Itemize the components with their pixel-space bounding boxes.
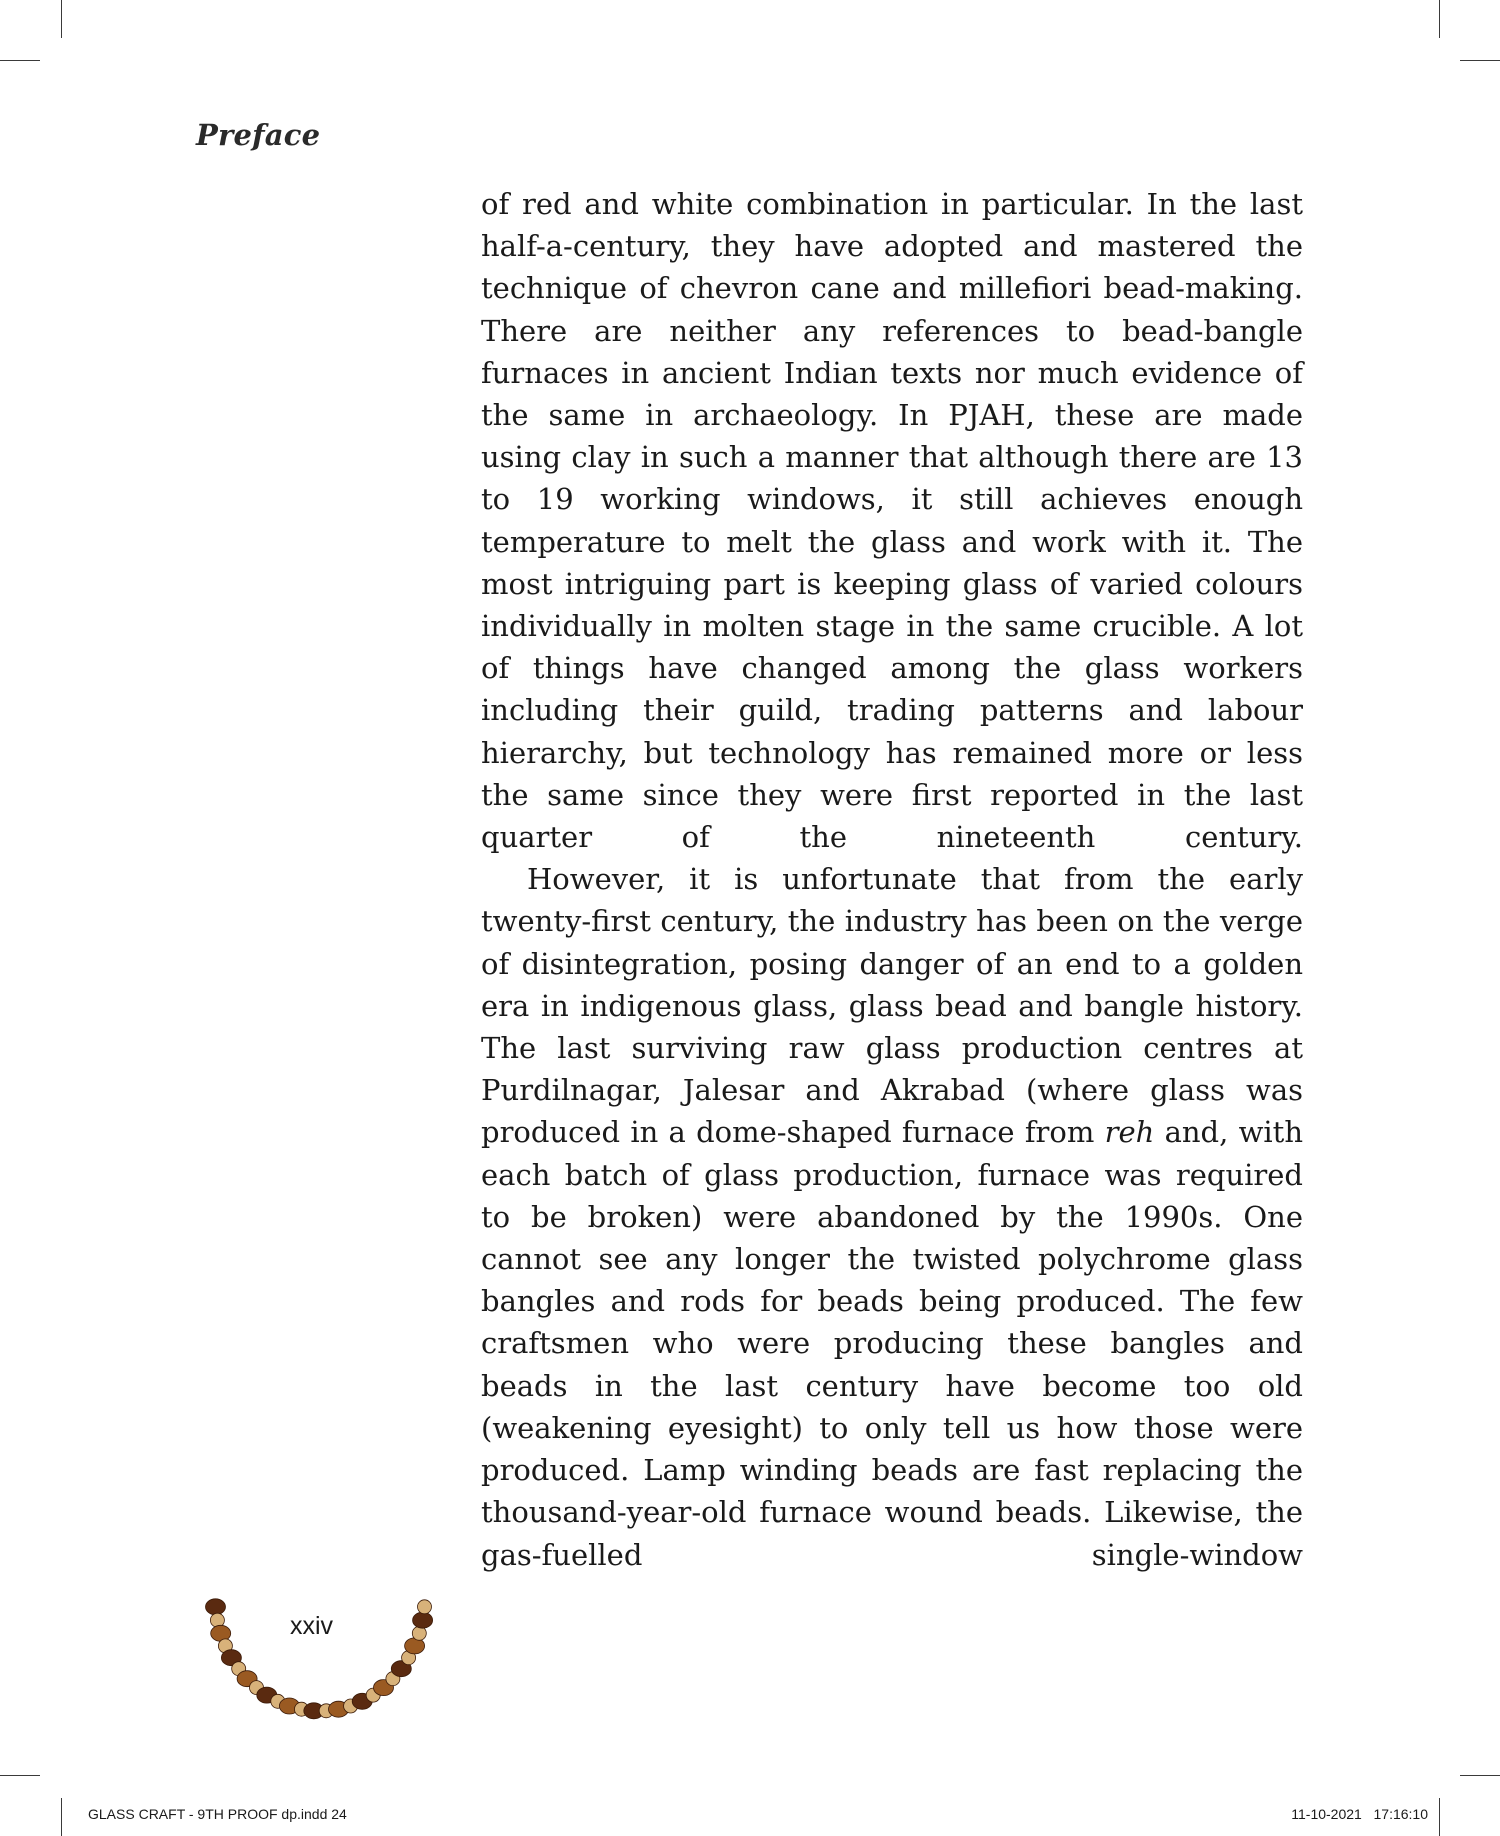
text-line: beads are fast replacing the thousand-year-old furnace [481,1453,1304,1530]
text-line: However, it is unfortunate that from the early [527,862,1303,897]
italic-term-reh: reh [1104,1115,1155,1150]
text-line: There are neither any references to bead-bangle furnaces [481,313,1303,390]
text-line: windows, it still achieves enough temperature to melt [481,482,1303,559]
text-line: and, with [1154,1115,1303,1150]
text-line: golden era in indigenous glass, glass bead and bangle [481,946,1304,1023]
text-line: history. The last surviving raw glass production centres [481,988,1304,1066]
text-line: among the glass workers including their guild, trading [481,651,1304,728]
text-line: reported in the last quarter of the nineteenth century. [481,777,1303,855]
crop-mark-top-left [61,0,62,38]
crop-mark-bottom-left [61,1798,62,1836]
text-line: only tell us how those were produced. Lamp winding [481,1410,1304,1488]
text-line: and rods for beads being produced. The few craftsmen [481,1284,1303,1361]
body-text [481,183,1303,1576]
crop-mark-right-top [1460,60,1500,61]
text-line: produced in a dome-shaped furnace from [481,1115,1105,1150]
text-line: verge of disintegration, posing danger of an end to a [481,904,1304,981]
text-line: century have become too old (weakening eyesight) to [481,1368,1303,1445]
page-number: xxiv [290,1612,334,1640]
bead [206,1599,226,1615]
text-line: wound beads. Likewise, the gas-fuelled single-window [481,1495,1303,1572]
text-line: see any longer the twisted polychrome glass bangles [481,1242,1303,1319]
text-line: at Purdilnagar, Jalesar and Akrabad (where glass was [481,1031,1303,1108]
text-line: each batch of glass production, furnace was required to [481,1157,1303,1234]
text-line: in archaeology. In PJAH, these are made using clay in [481,398,1303,475]
crop-mark-bottom-right [1439,1798,1440,1836]
text-line: remained more or less the same since they were first [481,735,1303,812]
crop-mark-left-top [0,60,40,61]
running-head: Preface [196,118,321,152]
paragraph-1 [481,183,1303,858]
text-line: keeping glass of varied colours individually in molten [481,566,1303,644]
bead [418,1600,432,1614]
text-line: patterns and labour hierarchy, but technology has [481,693,1304,770]
crop-mark-right-bottom [1460,1775,1500,1776]
text-line: half-a-century, they have adopted and mastered the [481,229,1303,264]
text-line: such a manner that although there are 13 to 19 working [481,440,1304,517]
bead [413,1612,433,1628]
text-line: stage in the same crucible. A lot of things have changed [481,609,1304,686]
paragraph-2 [481,858,1303,1575]
text-line: the glass and work with it. The most intriguing part is [481,524,1304,601]
text-line: in ancient Indian texts nor much evidence of the same [481,355,1303,433]
slug-file-name: GLASS CRAFT - 9TH PROOF dp.indd 24 [88,1806,347,1822]
slug-timestamp: 11-10-2021 17:16:10 [1291,1806,1428,1822]
bead-necklace-ornament [192,1556,452,1746]
text-line: of red and white combination in particular. In the last [481,187,1303,221]
text-line: twenty-first century, the industry has been on the [481,904,1211,939]
text-line: who were producing these bangles and beads in the last [481,1326,1303,1403]
text-line: be broken) were abandoned by the 1990s. One cannot [481,1199,1303,1277]
crop-mark-left-bottom [0,1775,40,1776]
text-line: technique of chevron cane and millefiori bead-making. [481,271,1303,306]
crop-mark-top-right [1439,0,1440,38]
